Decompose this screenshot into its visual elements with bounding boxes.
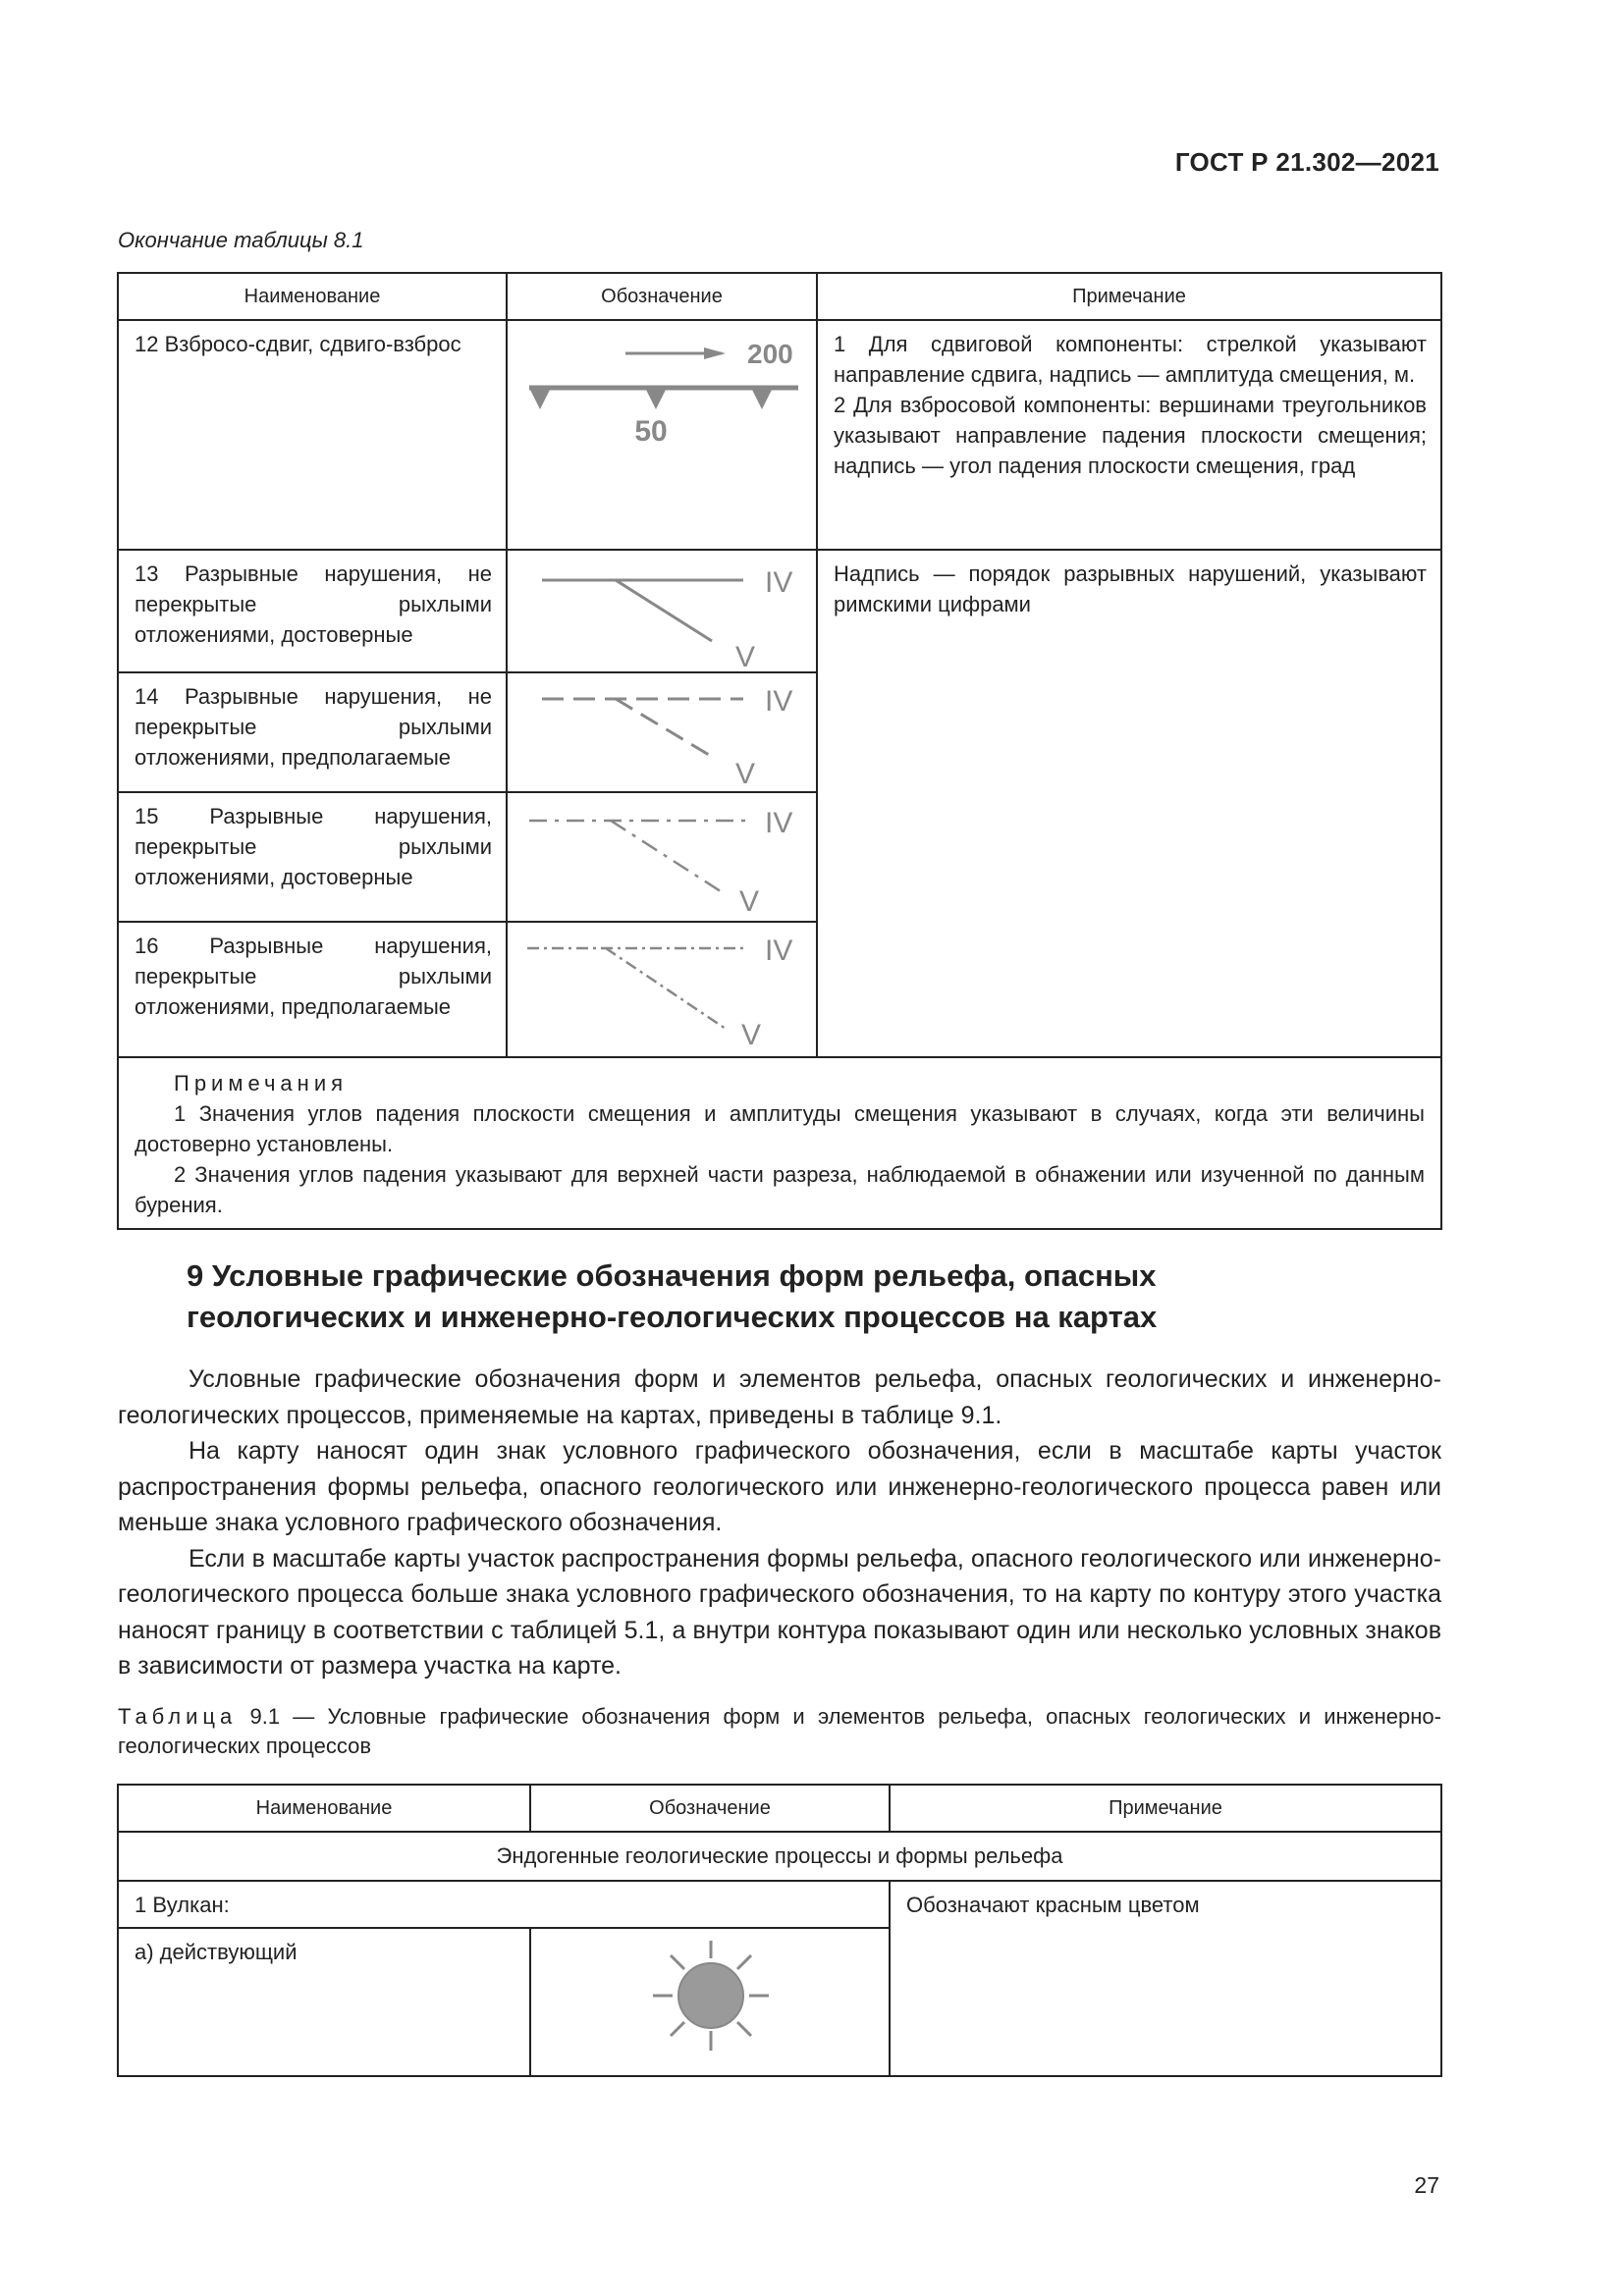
row-12-name: 12 Взбросо-сдвиг, сдвиго-взброс xyxy=(118,320,507,550)
table-row xyxy=(118,320,1441,550)
column-header-note: Примечание xyxy=(890,1785,1441,1832)
row-15-label-v: V xyxy=(739,885,760,918)
row-13-label-iv: IV xyxy=(765,566,793,599)
table-header-row xyxy=(118,1785,1441,1832)
thrust-strike-slip-fault-symbol xyxy=(508,321,818,549)
document-code: ГОСТ Р 21.302—2021 xyxy=(1174,147,1439,177)
row-1a-name: а) действующий xyxy=(118,1928,530,2076)
fault-exposed-assumed-symbol xyxy=(508,673,818,791)
table-row xyxy=(118,1881,1441,1928)
table-group-row xyxy=(118,1832,1441,1881)
table-footnote-row xyxy=(118,1057,1441,1229)
row-14-label-v: V xyxy=(735,758,756,790)
table-9-1-caption xyxy=(118,1702,1441,1761)
footnote-item-2: 2 Значения углов падения указывают для верхней части разреза, наблюдаемой в обнажении или изученной по данным бурения. xyxy=(135,1162,1425,1217)
column-header-symbol: Обозначение xyxy=(530,1785,890,1832)
row-13-label-v: V xyxy=(735,641,756,671)
row-16-name: 16 Разрывные нарушения, перекрытые рыхлыми отложениями, предполагаемые xyxy=(118,922,507,1057)
row-15-symbol xyxy=(507,792,817,922)
column-header-note: Примечание xyxy=(817,273,1441,320)
footnote-item-1: 1 Значения углов падения плоскости смещения и амплитуды смещения указывают в случаях, когда эти величины достоверно установлены. xyxy=(135,1101,1425,1156)
row-1a-symbol xyxy=(530,1928,890,2076)
table-8-1-footnote xyxy=(118,1057,1441,1229)
table-9-1-caption-text: 9.1 — Условные графические обозначения форм и элементов рельефа, опасных геологических и инженерно-геологических процессов xyxy=(118,1704,1441,1758)
row-16-label-iv: IV xyxy=(765,934,793,967)
row-1-name: 1 Вулкан: xyxy=(118,1881,890,1928)
table-9-1 xyxy=(117,1784,1442,2077)
footnote-title: Примечания xyxy=(174,1071,349,1095)
column-header-name: Наименование xyxy=(118,273,507,320)
row-12-note xyxy=(817,320,1441,550)
row-12-note-text: 1 Для сдвиговой компоненты: стрелкой указывают направление сдвига, надпись — амплитуда смещения, м. 2 Для взбросовой компоненты: вершинами треугольников указывают направление падения плоскости смещения; надпись — угол падения плоскости смещения, град xyxy=(834,332,1427,478)
table-9-1-caption-label: Таблица xyxy=(118,1704,238,1729)
fault-covered-reliable-symbol xyxy=(508,793,818,921)
fault-exposed-reliable-symbol xyxy=(508,551,818,671)
row-12-label-angle: 50 xyxy=(634,415,668,448)
row-16-label-v: V xyxy=(741,1019,762,1051)
row-13-name: 13 Разрывные нарушения, не перекрытые рыхлыми отложениями, достоверные xyxy=(118,550,507,672)
row-14-name: 14 Разрывные нарушения, не перекрытые рыхлыми отложениями, предполагаемые xyxy=(118,672,507,792)
row-15-name: 15 Разрывные нарушения, перекрытые рыхлыми отложениями, достоверные xyxy=(118,792,507,922)
section-9-body xyxy=(118,1362,1441,1684)
row-16-symbol xyxy=(507,922,817,1057)
row-12-symbol xyxy=(507,320,817,550)
group-endogenous: Эндогенные геологические процессы и формы рельефа xyxy=(118,1832,1441,1881)
page-number: 27 xyxy=(1414,2172,1439,2198)
row-13-symbol xyxy=(507,550,817,672)
row-14-label-iv: IV xyxy=(765,685,793,718)
paragraph-2: На карту наносят один знак условного графического обозначения, если в масштабе карты участок распространения формы рельефа, опасного геологического или инженерно-геологического процесса равен или меньше знака условного графического обозначения. xyxy=(118,1437,1441,1536)
table-8-1-caption: Окончание таблицы 8.1 xyxy=(118,228,364,252)
active-volcano-icon xyxy=(531,1929,891,2070)
section-9-title: 9 Условные графические обозначения форм рельефа, опасных геологических и инженерно-геологических процессов на картах xyxy=(187,1258,1158,1334)
row-14-symbol xyxy=(507,672,817,792)
row-15-label-iv: IV xyxy=(765,807,793,839)
fault-covered-assumed-symbol xyxy=(508,923,818,1056)
column-header-name: Наименование xyxy=(118,1785,530,1832)
paragraph-3: Если в масштабе карты участок распространения формы рельефа, опасного геологического или инженерно-геологического процесса больше знака условного графического обозначения, то на карту по контуру этого участка наносят границу в соответствии с таблицей 5.1, а внутри контура показывают один или несколько условных знаков в зависимости от размера участка на карте. xyxy=(118,1544,1441,1680)
table-row xyxy=(118,550,1441,672)
rows-13-16-note: Надпись — порядок разрывных нарушений, указывают римскими цифрами xyxy=(817,550,1441,1057)
row-12-label-amplitude: 200 xyxy=(747,339,793,369)
paragraph-1: Условные графические обозначения форм и элементов рельефа, опасных геологических и инженерно-геологических процессов, применяемые на картах, приведены в таблице 9.1. xyxy=(118,1365,1441,1429)
column-header-symbol: Обозначение xyxy=(507,273,817,320)
table-8-1 xyxy=(117,272,1442,1230)
table-header-row xyxy=(118,273,1441,320)
row-1-note: Обозначают красным цветом xyxy=(890,1881,1441,2076)
